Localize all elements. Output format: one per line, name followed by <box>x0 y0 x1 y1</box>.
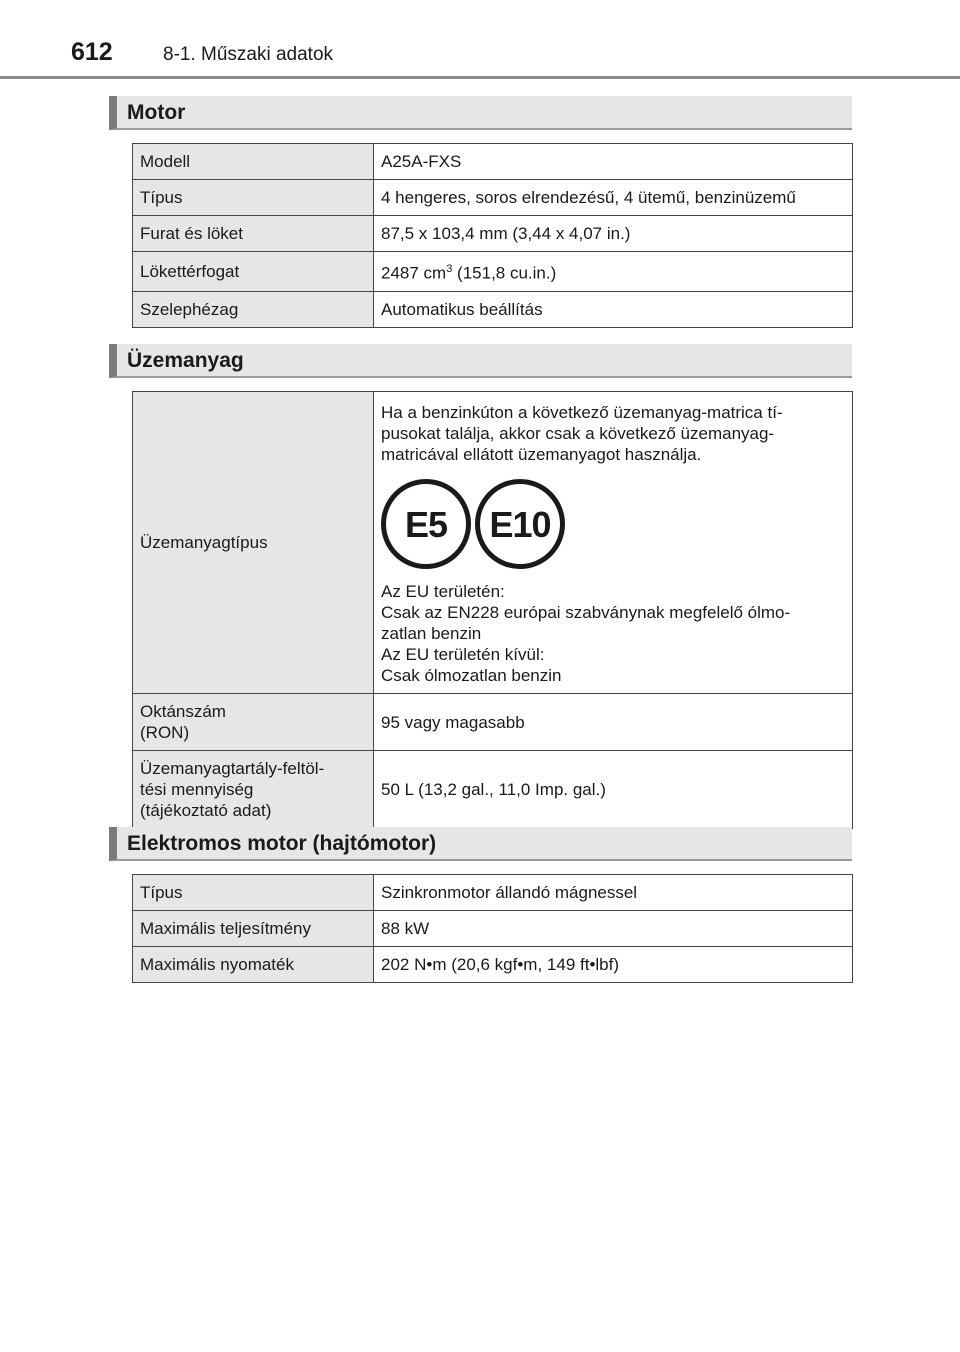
unit-exponent: 3 <box>446 263 453 275</box>
row-value <box>374 392 853 694</box>
fuel-spec-table <box>132 391 853 829</box>
row-value <box>374 252 853 292</box>
chapter-title: 8-1. Műszaki adatok <box>163 44 334 65</box>
row-label: Furat és löket <box>133 216 374 252</box>
section-title: Elektromos motor (hajtómotor) <box>127 832 437 855</box>
row-label: Szelephézag <box>133 291 374 327</box>
row-value: A25A-FXS <box>374 144 853 180</box>
motor-spec-table <box>132 143 853 328</box>
row-value: Automatikus beállítás <box>374 291 853 327</box>
table-row <box>133 694 853 751</box>
section-heading-motor <box>109 96 852 130</box>
row-value: 202 N•m (20,6 kgf•m, 149 ft•lbf) <box>374 947 853 983</box>
tank-label-line: tési mennyiség <box>140 780 254 799</box>
tank-label-line: (tájékoztató adat) <box>140 801 272 820</box>
eu-inside-text: zatlan benzin <box>381 624 482 643</box>
electric-motor-spec-table <box>132 874 853 983</box>
e10-fuel-badge-icon: E10 <box>475 479 565 569</box>
octane-label-line: Oktánszám <box>140 702 226 721</box>
fuel-intro-line: Ha a benzinkúton a következő üzemanyag-matrica tí- <box>381 403 783 422</box>
fuel-intro-line: pusokat találja, akkor csak a következő üzemanyag- <box>381 424 775 443</box>
table-row <box>133 252 853 292</box>
eu-inside-text: Csak az EN228 európai szabványnak megfelelő ólmo- <box>381 603 791 622</box>
eu-inside-label: Az EU területén: <box>381 582 505 601</box>
row-value: 4 hengeres, soros elrendezésű, 4 ütemű, benzinüzemű <box>374 180 853 216</box>
row-value: 50 L (13,2 gal., 11,0 Imp. gal.) <box>374 751 853 829</box>
table-row <box>133 216 853 252</box>
table-row <box>133 875 853 911</box>
row-label: Modell <box>133 144 374 180</box>
fuel-label-badges <box>381 479 845 569</box>
displacement-value: 2487 cm <box>381 263 447 283</box>
table-row <box>133 291 853 327</box>
page-number: 612 <box>71 38 113 66</box>
header-rule <box>0 76 960 79</box>
row-value: 95 vagy magasabb <box>374 694 853 751</box>
row-value: 88 kW <box>374 911 853 947</box>
table-row <box>133 392 853 694</box>
row-label: Üzemanyagtípus <box>133 392 374 694</box>
row-label: Maximális nyomaték <box>133 947 374 983</box>
octane-label-line: (RON) <box>140 723 190 742</box>
fuel-intro-line: matricával ellátott üzemanyagot használja. <box>381 445 702 464</box>
row-label: Típus <box>133 875 374 911</box>
section-title: Motor <box>127 101 186 124</box>
table-row <box>133 144 853 180</box>
row-label: Típus <box>133 180 374 216</box>
row-label: Lökettérfogat <box>133 252 374 292</box>
table-row <box>133 911 853 947</box>
eu-outside-label: Az EU területén kívül: <box>381 645 545 664</box>
section-title: Üzemanyag <box>127 349 244 372</box>
row-value: 87,5 x 103,4 mm (3,44 x 4,07 in.) <box>374 216 853 252</box>
row-label <box>133 751 374 829</box>
tank-label-line: Üzemanyagtartály-feltöl- <box>140 759 325 778</box>
section-heading-fuel <box>109 344 852 378</box>
section-heading-electric-motor <box>109 827 852 861</box>
table-row <box>133 180 853 216</box>
table-row <box>133 751 853 829</box>
e5-fuel-badge-icon: E5 <box>381 479 471 569</box>
row-label: Maximális teljesítmény <box>133 911 374 947</box>
row-value: Szinkronmotor állandó mágnessel <box>374 875 853 911</box>
displacement-value-imperial: (151,8 cu.in.) <box>452 263 557 283</box>
table-row <box>133 947 853 983</box>
row-label <box>133 694 374 751</box>
eu-outside-text: Csak ólmozatlan benzin <box>381 666 562 685</box>
